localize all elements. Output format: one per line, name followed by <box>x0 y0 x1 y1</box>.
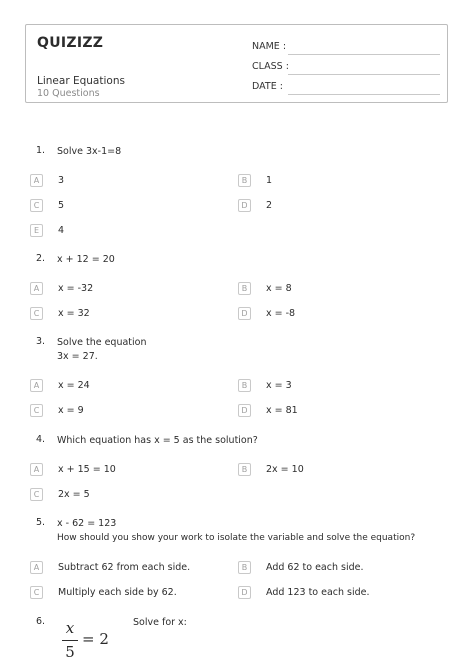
option-letter-badge: B <box>238 561 251 574</box>
date-label: DATE : <box>252 81 283 92</box>
question-number: 3. <box>36 336 46 347</box>
question-text-line-2: 3x = 27. <box>57 351 98 362</box>
option-letter-badge: A <box>30 174 43 187</box>
question-count: 10 Questions <box>37 88 100 99</box>
class-label: CLASS : <box>252 61 289 72</box>
option-text: 5 <box>58 200 65 211</box>
option-text: 2x = 5 <box>58 489 90 500</box>
question-number: 6. <box>36 616 46 627</box>
question-number: 1. <box>36 145 46 156</box>
option-text: Multiply each side by 62. <box>58 587 177 598</box>
question-number: 5. <box>36 517 46 528</box>
option-text: Add 62 to each side. <box>266 562 364 573</box>
question-text: Solve for x: <box>133 617 187 628</box>
date-line <box>288 94 440 95</box>
question-number: 2. <box>36 253 46 264</box>
option-letter-badge: E <box>30 224 43 237</box>
option-letter-badge: A <box>30 379 43 392</box>
fraction-denominator: 5 <box>65 643 75 661</box>
worksheet-header <box>25 24 448 103</box>
option-letter-badge: A <box>30 463 43 476</box>
name-label: NAME : <box>252 41 287 52</box>
option-letter-badge: B <box>238 282 251 295</box>
option-text: 2x = 10 <box>266 464 304 475</box>
question-text: x - 62 = 123 <box>57 518 117 529</box>
option-text: 1 <box>266 175 273 186</box>
option-text: x = 8 <box>266 283 292 294</box>
question-number: 4. <box>36 434 46 445</box>
option-text: 4 <box>58 225 65 236</box>
worksheet-title: Linear Equations <box>37 75 125 87</box>
option-text: x + 15 = 10 <box>58 464 116 475</box>
name-field <box>252 41 440 55</box>
option-letter-badge: B <box>238 379 251 392</box>
question-text-line-2: How should you show your work to isolate the variable and solve the equation? <box>57 533 416 543</box>
question-text: Solve 3x-1=8 <box>57 146 122 157</box>
option-text: Subtract 62 from each side. <box>58 562 191 573</box>
option-letter-badge: C <box>30 307 43 320</box>
name-line <box>288 54 440 55</box>
fraction-bar <box>62 640 78 641</box>
date-field <box>252 81 440 95</box>
option-text: 3 <box>58 175 65 186</box>
class-field <box>252 61 440 75</box>
option-letter-badge: C <box>30 404 43 417</box>
option-text: x = -32 <box>58 283 94 294</box>
option-letter-badge: B <box>238 174 251 187</box>
option-letter-badge: B <box>238 463 251 476</box>
option-letter-badge: C <box>30 586 43 599</box>
option-text: x = 24 <box>58 380 90 391</box>
fraction-numerator: x <box>65 619 75 637</box>
option-text: 2 <box>266 200 273 211</box>
option-letter-badge: D <box>238 404 251 417</box>
option-text: x = 81 <box>266 405 298 416</box>
question-text: Solve the equation <box>57 337 147 348</box>
question-text: Which equation has x = 5 as the solution? <box>57 435 258 446</box>
question-text: x + 12 = 20 <box>57 254 115 265</box>
equation-rhs: = 2 <box>82 630 109 648</box>
option-letter-badge: A <box>30 561 43 574</box>
option-letter-badge: C <box>30 488 43 501</box>
option-text: x = -8 <box>266 308 296 319</box>
option-letter-badge: D <box>238 199 251 212</box>
option-text: Add 123 to each side. <box>266 587 370 598</box>
option-letter-badge: D <box>238 307 251 320</box>
option-letter-badge: D <box>238 586 251 599</box>
option-text: x = 3 <box>266 380 292 391</box>
option-text: x = 9 <box>58 405 84 416</box>
quizizz-logo: QUIZIZZ <box>37 35 104 51</box>
class-line <box>288 74 440 75</box>
option-letter-badge: A <box>30 282 43 295</box>
option-letter-badge: C <box>30 199 43 212</box>
option-text: x = 32 <box>58 308 90 319</box>
